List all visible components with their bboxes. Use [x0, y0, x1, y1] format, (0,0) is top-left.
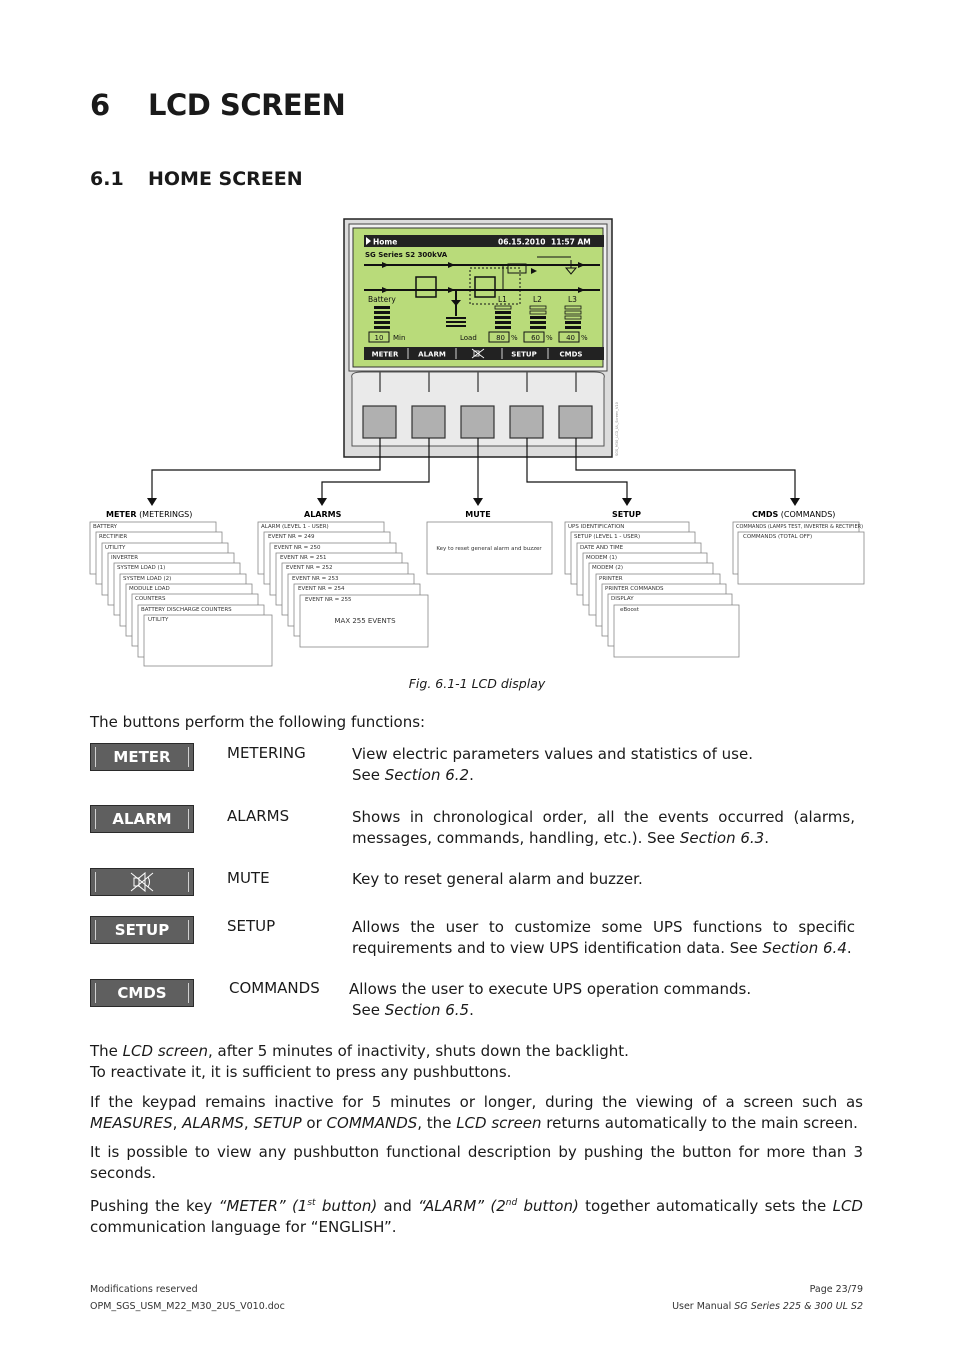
pct-l1: % — [511, 334, 518, 342]
svg-text:EVENT NR = 250: EVENT NR = 250 — [274, 545, 321, 551]
softkey-cmds: CMDS — [559, 350, 583, 359]
svg-text:EVENT NR = 251: EVENT NR = 251 — [280, 555, 327, 561]
mute-box-text: Key to reset general alarm and buzzer — [436, 546, 542, 552]
svg-text:EVENT NR = 253: EVENT NR = 253 — [292, 576, 339, 582]
svg-text:COMMANDS (LAMPS TEST, INVERTER: COMMANDS (LAMPS TEST, INVERTER & RECTIFIER) — [736, 524, 864, 530]
svg-text:BATTERY: BATTERY — [93, 524, 118, 530]
heading-title: LCD SCREEN — [148, 88, 346, 122]
svg-text:EVENT NR = 252: EVENT NR = 252 — [286, 565, 333, 571]
lcd-title: Home — [373, 237, 398, 247]
svg-text:ALARM (LEVEL 1 - USER): ALARM (LEVEL 1 - USER) — [261, 524, 329, 530]
section-heading — [90, 168, 303, 190]
mute-speaker-icon — [127, 870, 157, 894]
alarms-stack — [258, 522, 428, 647]
svg-text:BATTERY DISCHARGE COUNTERS: BATTERY DISCHARGE COUNTERS — [141, 607, 232, 613]
battery-minutes: 10 — [374, 334, 384, 342]
svg-text:UPS IDENTIFICATION: UPS IDENTIFICATION — [568, 524, 625, 530]
paragraph-description: It is possible to view any pushbutton functional description by pushing the button for more than 3 seconds. — [90, 1143, 863, 1182]
lcd-date: 06.15.2010 — [498, 237, 546, 247]
phase-l2: L2 — [533, 295, 542, 304]
paragraph-language: Pushing the key “METER” (1st button) and “ALARM” (2nd button) together automatically sets the LCD communication language for “ENGLISH”. — [90, 1197, 863, 1236]
pct-l3: % — [581, 334, 588, 342]
svg-text:EVENT NR = 255: EVENT NR = 255 — [305, 597, 352, 603]
function-name-metering: METERING — [227, 744, 306, 762]
battery-label: Battery — [368, 295, 396, 304]
function-desc-commands: Allows the user to execute UPS operation commands. See Section 6.5. — [349, 980, 752, 1019]
load-l1: 80 — [496, 334, 505, 342]
svg-text:eBoost: eBoost — [620, 607, 639, 613]
function-desc-mute: Key to reset general alarm and buzzer. — [352, 870, 643, 888]
paragraph-keypad: If the keypad remains inactive for 5 minutes or longer, during the viewing of a screen such as MEASURES, ALARMS, SETUP or COMMANDS, the LCD screen returns automatically to the main screen. — [90, 1093, 863, 1132]
function-desc-setup: Allows the user to customize some UPS functions to specific requirements and to view UPS identification data. See Section 6.4. — [352, 918, 855, 957]
pushbutton-1[interactable] — [363, 406, 396, 438]
svg-text:INVERTER: INVERTER — [111, 555, 139, 561]
footer-doc-name: OPM_SGS_USM_M22_M30_2US_V010.doc — [90, 1301, 285, 1312]
cmds-button-image: CMDS — [90, 979, 194, 1007]
softkey-alarm: ALARM — [418, 350, 446, 359]
lcd-time: 11:57 AM — [551, 237, 591, 247]
footer-manual: User Manual SG Series 225 & 300 UL S2 — [672, 1301, 863, 1312]
svg-text:PRINTER: PRINTER — [599, 576, 623, 582]
alarms-max-note: MAX 255 EVENTS — [334, 617, 396, 625]
load-label: Load — [460, 334, 477, 342]
cmds-stack — [733, 522, 864, 584]
intro-text: The buttons perform the following functions: — [90, 713, 426, 731]
footer-page: Page 23/79 — [809, 1284, 863, 1295]
svg-text:COUNTERS: COUNTERS — [135, 596, 166, 602]
section-title: HOME SCREEN — [148, 168, 303, 190]
meter-stack — [90, 522, 272, 666]
setup-button-image: SETUP — [90, 916, 194, 944]
svg-text:PRINTER COMMANDS: PRINTER COMMANDS — [605, 586, 664, 592]
lcd-model: SG Series S2 300kVA — [365, 251, 448, 259]
pct-l2: % — [546, 334, 553, 342]
figure-caption: Fig. 6.1-1 LCD display — [408, 676, 546, 691]
tree-setup-title: SETUP — [612, 510, 642, 519]
svg-text:MODEM (1): MODEM (1) — [586, 555, 618, 561]
pushbutton-3[interactable] — [461, 406, 494, 438]
svg-text:MODULE LOAD: MODULE LOAD — [129, 586, 170, 592]
softkey-meter: METER — [371, 350, 399, 359]
heading-number: 6 — [90, 88, 110, 122]
svg-text:EVENT NR = 249: EVENT NR = 249 — [268, 534, 315, 540]
svg-text:MODEM (2): MODEM (2) — [592, 565, 624, 571]
svg-text:UTILITY: UTILITY — [105, 545, 126, 551]
footer-modifications: Modifications reserved — [90, 1284, 198, 1295]
page-heading — [90, 88, 345, 122]
pushbutton-2[interactable] — [412, 406, 445, 438]
softkey-setup: SETUP — [511, 350, 537, 359]
phase-l3: L3 — [568, 295, 577, 304]
alarm-button-image: ALARM — [90, 805, 194, 833]
lcd-display-figure — [0, 210, 954, 675]
section-number: 6.1 — [90, 168, 124, 190]
function-name-commands: COMMANDS — [229, 979, 320, 997]
figure-code: SGS_M30_LCD_UL_Screen_V10 — [615, 402, 619, 456]
function-desc-metering: View electric parameters values and statistics of use. See Section 6.2. — [352, 745, 753, 784]
function-name-alarms: ALARMS — [227, 807, 290, 825]
minutes-label: Min — [393, 334, 406, 342]
pushbutton-4[interactable] — [510, 406, 543, 438]
svg-text:SYSTEM LOAD (2): SYSTEM LOAD (2) — [123, 576, 172, 582]
svg-text:SETUP (LEVEL 1 - USER): SETUP (LEVEL 1 - USER) — [574, 534, 641, 540]
mute-button-image — [90, 868, 194, 896]
tree-mute-title: MUTE — [465, 510, 491, 519]
tree-cmds-title: CMDS (COMMANDS) — [752, 510, 836, 519]
svg-text:UTILITY: UTILITY — [148, 617, 169, 623]
svg-text:DATE AND TIME: DATE AND TIME — [580, 545, 624, 551]
load-l2: 60 — [531, 334, 540, 342]
svg-text:EVENT NR = 254: EVENT NR = 254 — [298, 586, 345, 592]
function-name-setup: SETUP — [227, 917, 276, 935]
function-desc-alarms: Shows in chronological order, all the events occurred (alarms, messages, commands, handling, etc.). See Section 6.3. — [352, 808, 855, 847]
svg-text:SYSTEM LOAD (1): SYSTEM LOAD (1) — [117, 565, 166, 571]
paragraph-backlight: The LCD screen, after 5 minutes of inactivity, shuts down the backlight. To reactivate it, it is sufficient to press any pushbuttons. — [90, 1042, 629, 1081]
svg-text:RECTIFIER: RECTIFIER — [99, 534, 128, 540]
phase-l1: L1 — [498, 295, 507, 304]
function-name-mute: MUTE — [227, 869, 270, 887]
load-l3: 40 — [566, 334, 575, 342]
svg-text:DISPLAY: DISPLAY — [611, 596, 634, 602]
svg-text:COMMANDS (TOTAL OFF): COMMANDS (TOTAL OFF) — [743, 534, 813, 540]
tree-alarms-title: ALARMS — [304, 510, 342, 519]
tree-meter-title: METER (METERINGS) — [106, 510, 193, 519]
meter-button-image: METER — [90, 743, 194, 771]
pushbutton-5[interactable] — [559, 406, 592, 438]
